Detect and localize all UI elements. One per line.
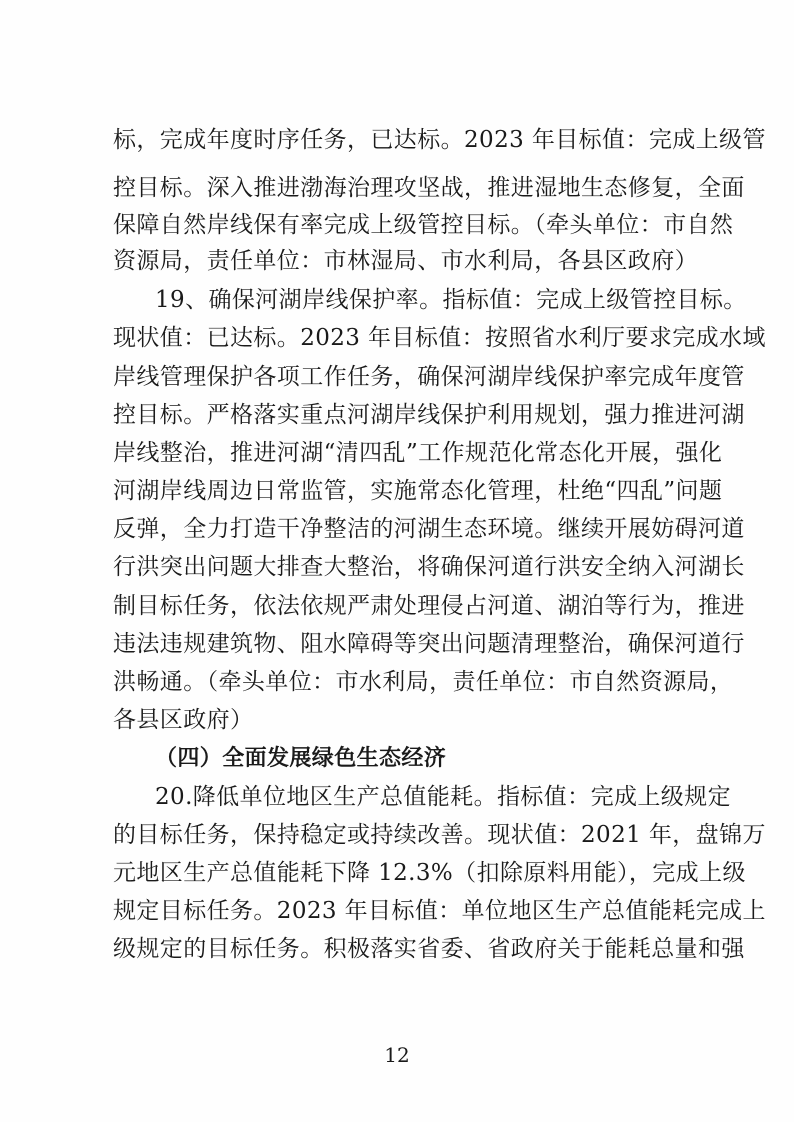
page-number: 12 [384, 1043, 410, 1067]
paragraph-line: 行洪突出问题大排查大整治，将确保河道行洪安全纳入河湖长 [113, 554, 745, 580]
paragraph-line: 现状值：已达标。2023 年目标值：按照省水利厅要求完成水域 [113, 325, 766, 351]
paragraph-line: 元地区生产总值能耗下降 12.3%（扣除原料用能），完成上级 [113, 860, 746, 886]
paragraph-line: 反弹，全力打造干净整洁的河湖生态环境。继续开展妨碍河道 [113, 516, 745, 542]
paragraph-line: 的目标任务，保持稳定或持续改善。现状值：2021 年，盘锦万 [113, 822, 766, 848]
paragraph-line: 19、确保河湖岸线保护率。指标值：完成上级管控目标。 [155, 287, 747, 313]
paragraph-line: 资源局，责任单位：市林湿局、市水利局，各县区政府） [113, 248, 698, 274]
paragraph-line: 保障自然岸线保有率完成上级管控目标。（牵头单位：市自然 [113, 212, 734, 238]
paragraph-line: 洪畅通。（牵头单位：市水利局，责任单位：市自然资源局， [113, 669, 734, 695]
paragraph-line: 岸线整治，推进河湖“清四乱”工作规范化常态化开展，强化 [113, 440, 723, 466]
paragraph-line: 标，完成年度时序任务，已达标。2023 年目标值：完成上级管 [113, 127, 766, 153]
paragraph-line: 河湖岸线周边日常监管，实施常态化管理，杜绝“四乱”问题 [113, 478, 723, 504]
paragraph-line: 控目标。严格落实重点河湖岸线保护利用规划，强力推进河湖 [113, 402, 745, 428]
paragraph-line: 级规定的目标任务。积极落实省委、省政府关于能耗总量和强 [113, 936, 745, 962]
paragraph-line: 制目标任务，依法依规严肃处理侵占河道、湖泊等行为，推进 [113, 593, 745, 619]
paragraph-line: 规定目标任务。2023 年目标值：单位地区生产总值能耗完成上 [113, 898, 766, 924]
paragraph-line: 各县区政府） [113, 707, 254, 733]
paragraph-line: 20.降低单位地区生产总值能耗。指标值：完成上级规定 [155, 784, 731, 810]
section-heading: （四）全面发展绿色生态经济 [155, 746, 447, 771]
paragraph-line: 违法违规建筑物、阻水障碍等突出问题清理整治，确保河道行 [113, 631, 745, 657]
paragraph-line: 岸线管理保护各项工作任务，确保河湖岸线保护率完成年度管 [113, 364, 745, 390]
paragraph-line: 控目标。深入推进渤海治理攻坚战，推进湿地生态修复，全面 [113, 175, 745, 201]
